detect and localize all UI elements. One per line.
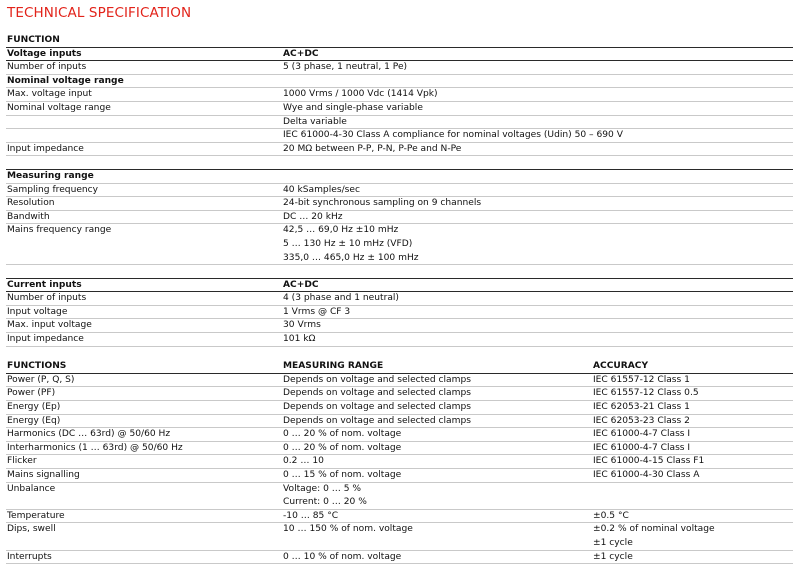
spec-value: 0 … 20 % of nom. voltage: [283, 442, 402, 453]
spec-value: 0.2 … 10: [283, 456, 324, 467]
table-row: [6, 252, 793, 266]
spec-label: Input impedance: [7, 334, 84, 345]
spec-accuracy: IEC 61000-4-7 Class I: [593, 442, 691, 453]
spec-value: 0 … 20 % of nom. voltage: [283, 429, 402, 440]
spec-accuracy: ACCURACY: [593, 361, 649, 372]
spec-value: 30 Vrms: [283, 320, 321, 331]
spec-label: Nominal voltage range: [7, 75, 124, 86]
spec-label: Bandwith: [7, 211, 50, 222]
spec-label: Number of inputs: [7, 293, 87, 304]
spec-label: Temperature: [7, 510, 65, 521]
spec-label: Flicker: [7, 456, 37, 467]
spec-accuracy: IEC 61000-4-15 Class F1: [593, 456, 705, 467]
table-row: [6, 374, 793, 388]
spec-value: -10 … 85 °C: [283, 510, 339, 521]
spec-value: AC+DC: [283, 48, 319, 59]
table-row: [6, 469, 793, 483]
spec-value: 42,5 … 69,0 Hz ±10 mHz: [283, 225, 399, 236]
spec-value: 24-bit synchronous sampling on 9 channels: [283, 198, 482, 209]
spec-label: Nominal voltage range: [7, 102, 111, 113]
table-row: [6, 184, 793, 198]
spec-value: IEC 61000-4-30 Class A compliance for nominal voltages (Udin) 50 – 690 V: [283, 130, 623, 141]
table-row: [6, 88, 793, 102]
table-row: [6, 387, 793, 401]
spec-label: Input impedance: [7, 143, 84, 154]
spec-accuracy: ±1 cycle: [593, 537, 633, 548]
table-row: [6, 170, 793, 184]
table-row: [6, 319, 793, 333]
spec-accuracy: IEC 61000-4-30 Class A: [593, 470, 700, 480]
table-header-row: [6, 360, 793, 374]
table-row: [6, 129, 793, 143]
spec-accuracy: IEC 62053-23 Class 2: [593, 415, 690, 426]
spec-value: 0 … 15 % of nom. voltage: [283, 470, 402, 480]
spec-value: Wye and single-phase variable: [283, 102, 423, 113]
table-row: [6, 428, 793, 442]
table-row: [6, 292, 793, 306]
spec-value: 40 kSamples/sec: [283, 184, 360, 195]
spec-accuracy: IEC 62053-21 Class 1: [593, 402, 690, 413]
spec-value: 335,0 … 465,0 Hz ± 100 mHz: [283, 252, 419, 263]
spec-value: 0 … 10 % of nom. voltage: [283, 551, 402, 562]
spec-value: 5 … 130 Hz ± 10 mHz (VFD): [283, 238, 413, 249]
spec-label: FUNCTIONS: [7, 361, 67, 372]
table-row: [6, 306, 793, 320]
table-row: [6, 224, 793, 238]
table-row: [6, 442, 793, 456]
table-row: [6, 551, 793, 564]
table-row: [6, 455, 793, 469]
table-row: [6, 415, 793, 429]
spec-value: 5 (3 phase, 1 neutral, 1 Pe): [283, 62, 408, 73]
table-row: [6, 197, 793, 211]
spec-label: Energy (Ep): [7, 402, 61, 413]
spec-value: 1 Vrms @ CF 3: [283, 306, 351, 317]
spec-label: Mains signalling: [7, 470, 80, 480]
table-row: [6, 156, 793, 170]
table-row: [6, 496, 793, 510]
spec-accuracy: ±0.2 % of nominal voltage: [593, 524, 715, 535]
spec-label: Sampling frequency: [7, 184, 99, 195]
spec-label: Power (P, Q, S): [7, 374, 75, 385]
spec-value: AC+DC: [283, 279, 319, 290]
spec-label: Resolution: [7, 198, 55, 209]
spec-value: Delta variable: [283, 116, 347, 127]
spec-label: Voltage inputs: [7, 48, 82, 59]
table-row: [6, 143, 793, 157]
table-row: [6, 265, 793, 279]
table-row: [6, 347, 793, 361]
table-row: [6, 483, 793, 497]
spec-label: Current inputs: [7, 279, 82, 290]
spec-label: Measuring range: [7, 170, 94, 181]
spec-value: Current: 0 … 20 %: [283, 497, 367, 508]
table-row: [6, 333, 793, 347]
spec-label: Max. voltage input: [7, 89, 92, 100]
table-row: [6, 61, 793, 75]
table-row: [6, 401, 793, 415]
spec-accuracy: ±1 cycle: [593, 551, 633, 562]
spec-accuracy: IEC 61557-12 Class 1: [593, 374, 690, 385]
spec-value: Depends on voltage and selected clamps: [283, 415, 471, 426]
spec-value: Depends on voltage and selected clamps: [283, 402, 471, 413]
spec-label: Number of inputs: [7, 62, 87, 73]
spec-value: DC … 20 kHz: [283, 211, 343, 222]
spec-label: Energy (Eq): [7, 415, 61, 426]
table-row: [6, 537, 793, 551]
spec-value: 101 kΩ: [283, 334, 316, 345]
table-row: [6, 523, 793, 537]
table-row: [6, 75, 793, 89]
table-row: [6, 279, 793, 293]
spec-value: MEASURING RANGE: [283, 361, 384, 372]
spec-value: 10 … 150 % of nom. voltage: [283, 524, 413, 535]
spec-value: Depends on voltage and selected clamps: [283, 388, 471, 399]
spec-label: Power (PF): [7, 388, 56, 399]
table-header-row: [6, 34, 793, 48]
spec-label: Unbalance: [7, 483, 56, 494]
page-title: TECHNICAL SPECIFICATION: [7, 5, 192, 21]
spec-value: 1000 Vrms / 1000 Vdc (1414 Vpk): [283, 89, 438, 100]
table-row: [6, 48, 793, 62]
spec-label: Interharmonics (1 … 63rd) @ 50/60 Hz: [7, 442, 183, 453]
spec-label: Max. input voltage: [7, 320, 92, 331]
specification-table: [6, 34, 793, 564]
spec-label: Harmonics (DC … 63rd) @ 50/60 Hz: [7, 429, 171, 440]
table-row: [6, 510, 793, 524]
spec-value: 20 MΩ between P-P, P-N, P-Pe and N-Pe: [283, 143, 462, 154]
spec-value: Depends on voltage and selected clamps: [283, 374, 471, 385]
spec-accuracy: IEC 61557-12 Class 0.5: [593, 388, 699, 399]
spec-accuracy: IEC 61000-4-7 Class I: [593, 429, 691, 440]
spec-label: Interrupts: [7, 551, 52, 562]
spec-label: Input voltage: [7, 306, 68, 317]
spec-value: 4 (3 phase and 1 neutral): [283, 293, 399, 304]
spec-label: FUNCTION: [7, 35, 60, 45]
spec-label: Mains frequency range: [7, 225, 112, 236]
spec-value: Voltage: 0 … 5 %: [283, 483, 362, 494]
table-row: [6, 238, 793, 252]
spec-accuracy: ±0.5 °C: [593, 510, 629, 521]
table-row: [6, 102, 793, 116]
table-row: [6, 116, 793, 130]
table-row: [6, 211, 793, 225]
spec-label: Dips, swell: [7, 524, 56, 535]
